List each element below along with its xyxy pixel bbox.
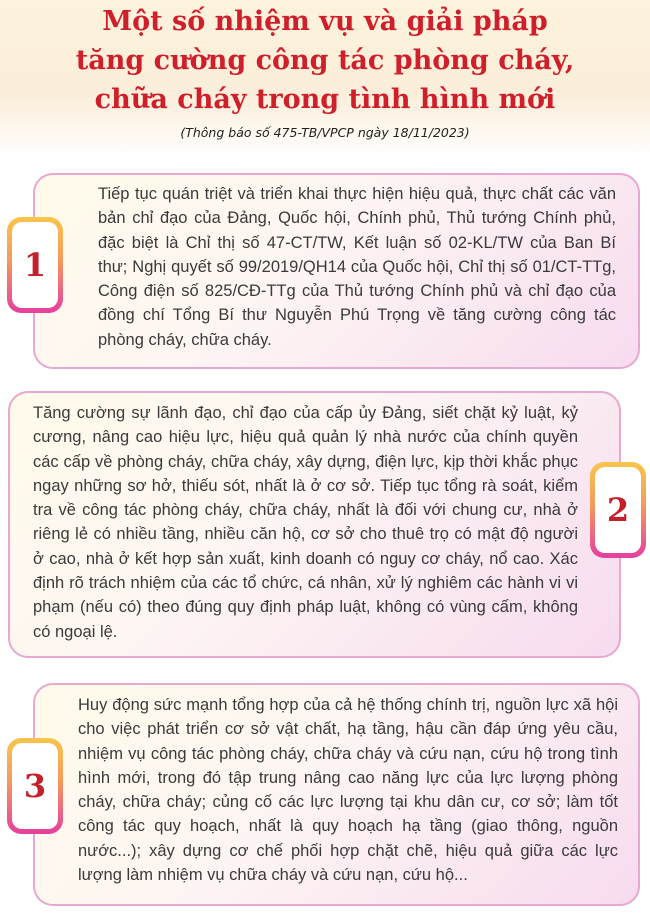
- item-number-badge-1: [7, 217, 63, 313]
- page-title: [0, 2, 650, 119]
- item-number-3: 3: [12, 743, 58, 829]
- item-number-2: 2: [595, 467, 641, 553]
- title-line-1: Một số nhiệm vụ và giải pháp: [102, 6, 548, 37]
- item-text-3: Huy động sức mạnh tổng hợp của cả hệ thống chính trị, nguồn lực xã hội cho việc phát triển cơ sở vật chất, hạ tầng, hậu cần đáp ứng yêu cầu, nhiệm vụ công tác phòng cháy, chữa cháy và cứu nạn, cứu hộ trong tình hình mới, trong đó tập trung nâng cao năng lực của lực lượng phòng cháy, chữa cháy; củng cố các lực lượng tại khu dân cư, cơ sở; làm tốt công tác quy hoạch, nhất là quy hoạch hạ tầng (giao thông, nguồn nước...); xây dựng cơ chế phối hợp chặt chẽ, hiệu quả giữa các lực lượng làm nhiệm vụ chữa cháy và cứu nạn, cứu hộ...: [78, 696, 618, 885]
- item-number-1: 1: [12, 222, 58, 308]
- item-number-badge-3: [7, 738, 63, 834]
- title-line-2: tăng cường công tác phòng cháy,: [75, 45, 575, 76]
- source-note: (Thông báo số 475-TB/VPCP ngày 18/11/2023): [180, 125, 470, 140]
- header: [0, 0, 650, 158]
- item-number-badge-2: [590, 462, 646, 558]
- title-line-3: chữa cháy trong tình hình mới: [94, 84, 556, 115]
- item-text-1: Tiếp tục quán triệt và triển khai thực hiện hiệu quả, thực chất các văn bản chỉ đạo của Đảng, Quốc hội, Chính phủ, Thủ tướng Chính phủ, đặc biệt là Chỉ thị số 47-CT/TW, Kết luận số 02-KL/TW của Ban Bí thư; Nghị quyết số 99/2019/QH14 của Quốc hội, Chỉ thị số 01/CT-TTg, Công điện số 825/CĐ-TTg của Thủ tướng Chính phủ và chỉ đạo của đồng chí Tổng Bí thư Nguyễn Phú Trọng về tăng cường công tác phòng cháy, chữa cháy.: [98, 185, 616, 349]
- item-text-2: Tăng cường sự lãnh đạo, chỉ đạo của cấp ủy Đảng, siết chặt kỷ luật, kỷ cương, nâng cao hiệu lực, hiệu quả quản lý nhà nước của chính quyền các cấp về phòng cháy, chữa cháy, xây dựng, điện lực, kịp thời khắc phục ngay những sơ hở, thiếu sót, nhất là ở cơ sở. Tiếp tục tổng rà soát, kiểm tra về công tác phòng cháy, chữa cháy, nhất là đối với chung cư, nhà ở riêng lẻ có nhiều tầng, nhiều căn hộ, cơ sở cho thuê trọ có mật độ người ở cao, nhà ở kết hợp sản xuất, kinh doanh có nguy cơ cháy, nổ cao. Xác định rõ trách nhiệm của các tổ chức, cá nhân, xử lý nghiêm các hành vi vi phạm (nếu có) theo đúng quy định pháp luật, không có vùng cấm, không có ngoại lệ.: [33, 404, 578, 641]
